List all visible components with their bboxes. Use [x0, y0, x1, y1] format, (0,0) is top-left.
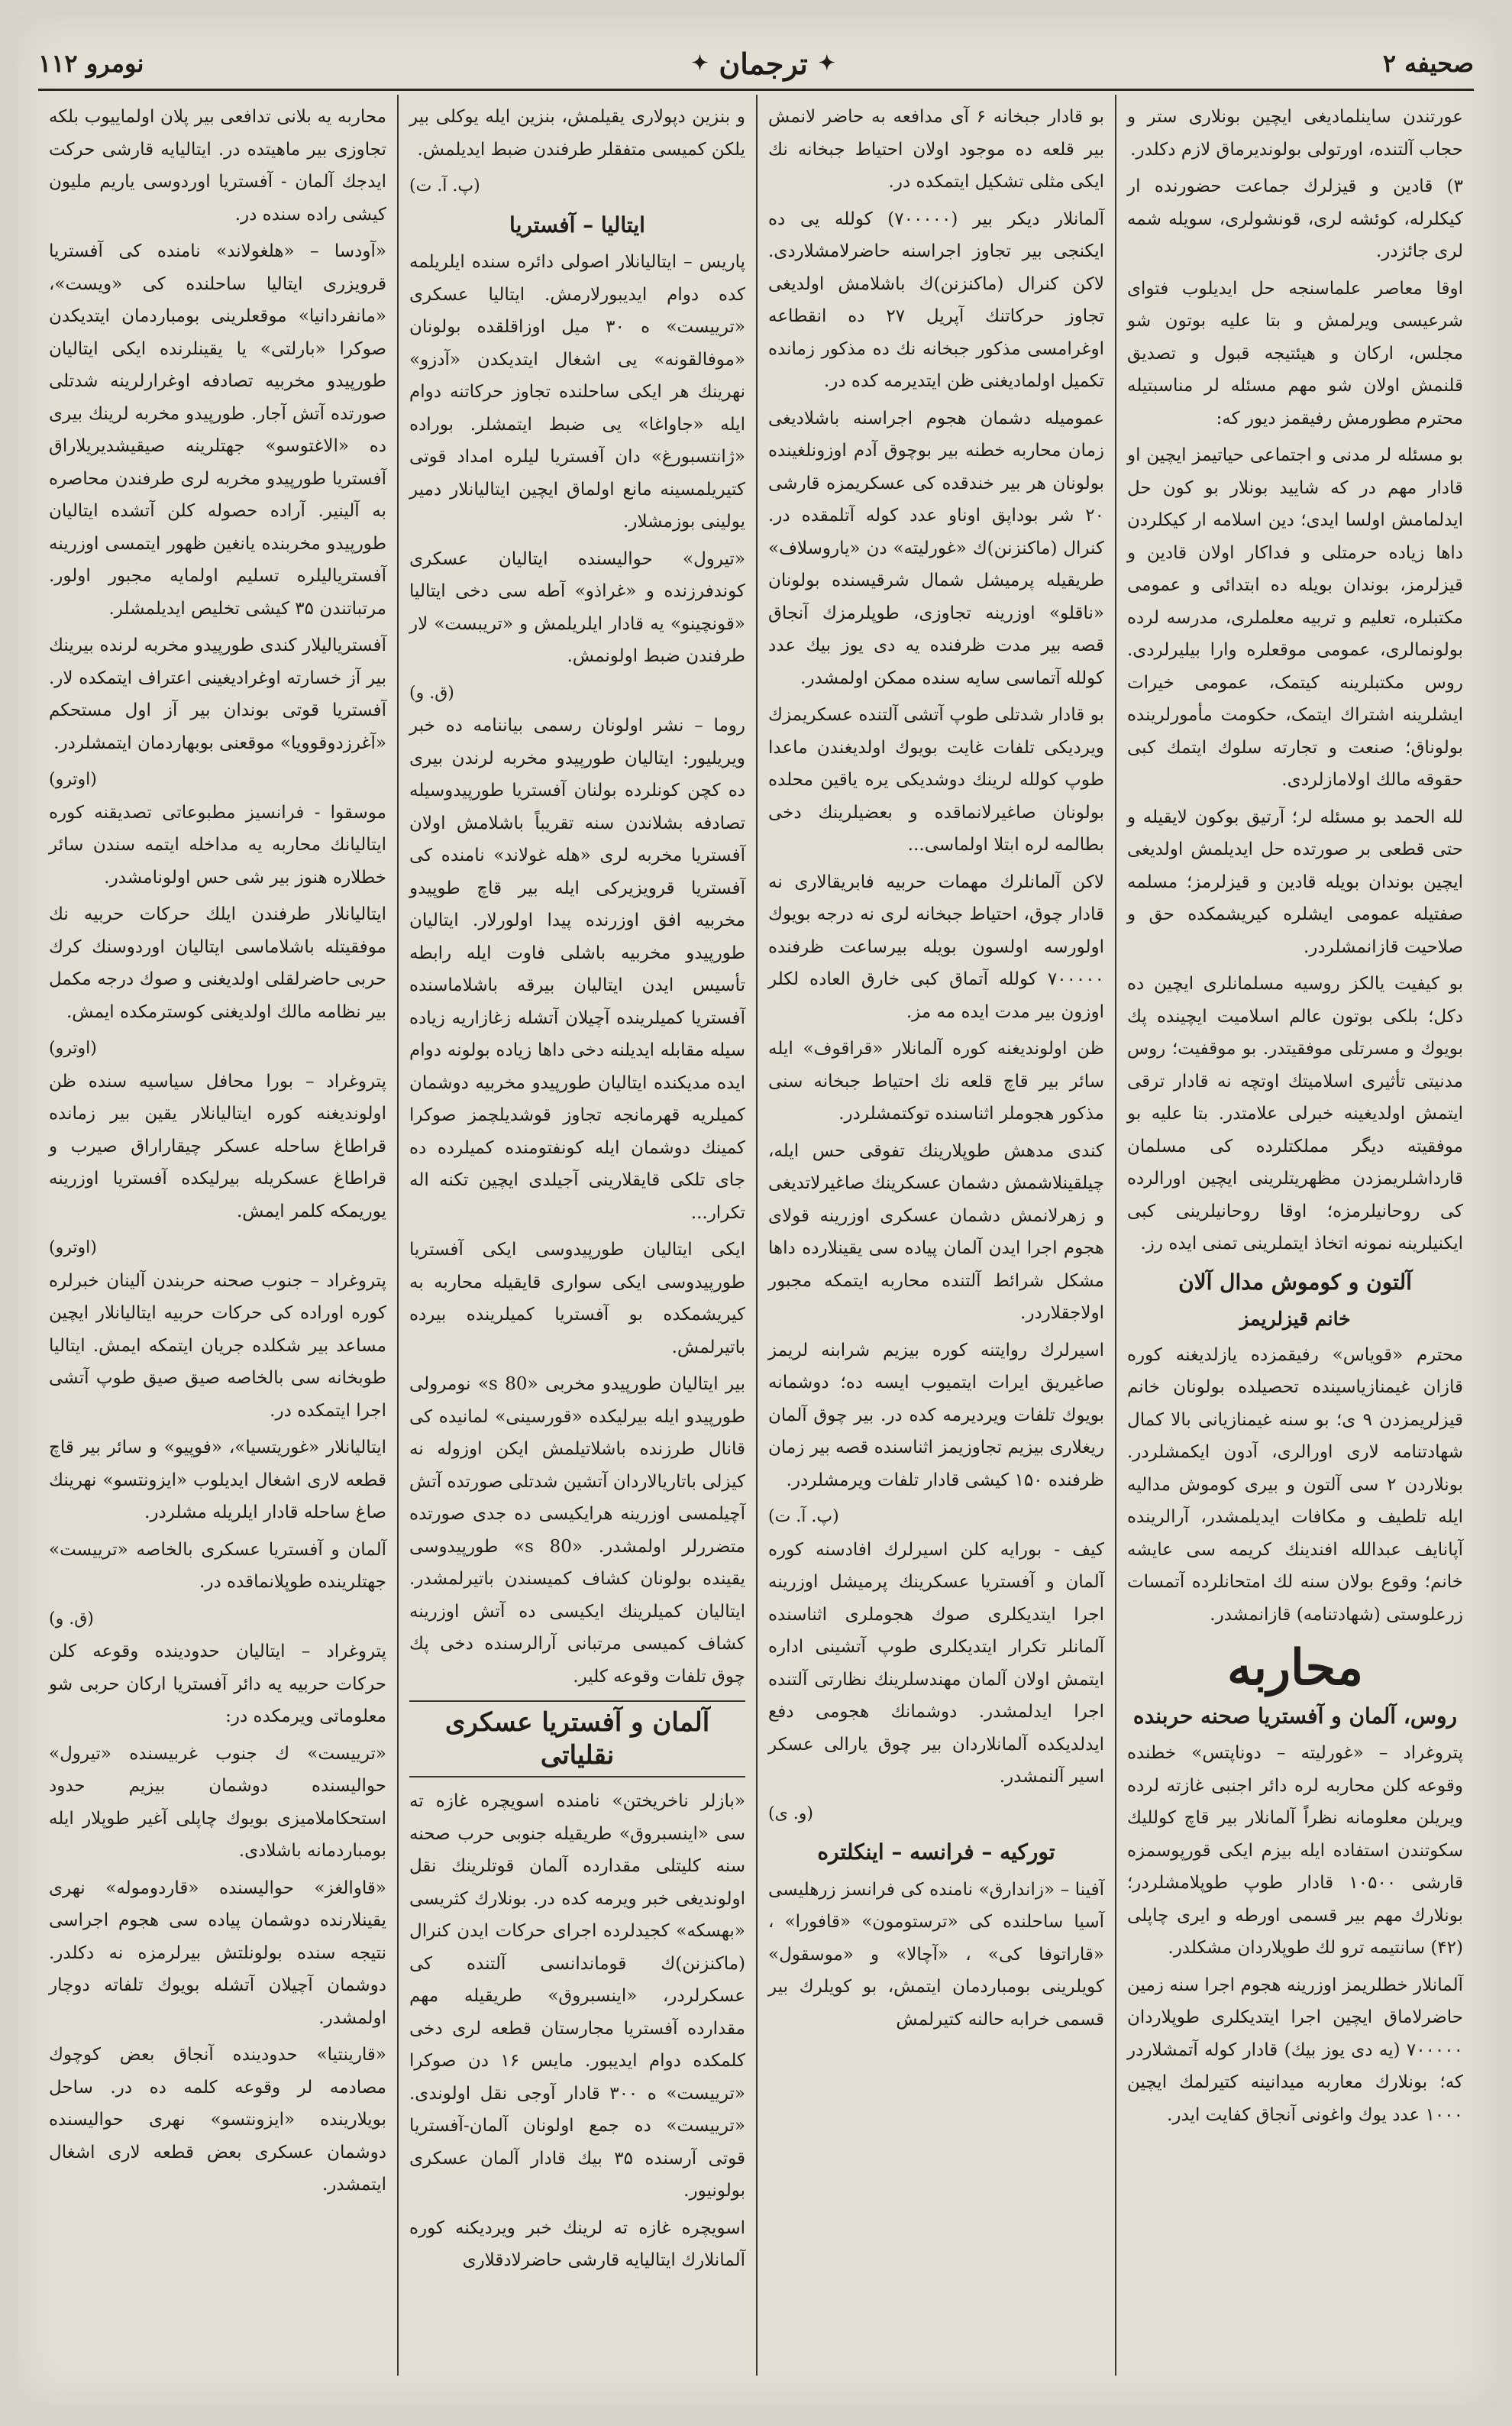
- ornament-icon: ✦: [691, 52, 709, 75]
- paragraph: «ترییست» ك جنوب غربیسنده «تیرول» حوالیسنده دوشمان بیزیم حدود استحکاملامیزی بویوك چاپلی آغیر طوپلار ایله بومباردمانه باشلادی.: [49, 1743, 386, 1861]
- paragraph: پتروغراد – بورا محافل سیاسیه سنده ظن اولوندیغنه کوره ایتالیانلار یقین بیر زمانده قراطاغ ساحله عسکر چیقاراراق صیرب و قراطاغ عسکریله بیرلیکده آفستریا اوزرینه یوریمکه کلمر ایمش.: [49, 1071, 386, 1221]
- paragraph: روما – نشر اولونان رسمی بیاننامه ده خبر ویریلیور: ایتالیان طورپیدو مخربه لرندن بیری ده کچن کونلرده بولنان آفستریا طورپیدوسیله تصادفه بشلاندن سنه تقریباً باشلامش اولان آفستریا مخربه لری «هله غولاند» نامنده کی آفستریا قرویزیرکی ایله بیر قاچ طوپیدو مخربیه افق اوزرنده پیدا اولورلار. ایتالیان طورپیدو مخربیه باشلی فاوت ایله رابطه تأسیس ایدن ایتالیان بیرقه باشلاماسنده آفستریا کمیلرینده آچیلان آتشله زغازاریه زیاده سیله مقابله ایدیلنه دخی داها زیاده بولونه دوام ایده مدیکنده ایتالیان طورپیدو مخربیه دوشمان کمیلریه قهرمانجه تجاوز قوشدیلچمز صوکرا کمینك دوشمان ایله کونفتومنده کمیلرده ده جای تلکی قایقلارینی آجیلدی ایچین تکنه اله تکرار...: [409, 716, 745, 1223]
- paragraph: بو قادار جبخانه ۶ آی مدافعه به حاضر لانمش بیر قلعه ده موجود اولان احتیاط جبخانه نك ایکی مثلی تشکیل ایتمکده در.: [768, 107, 1105, 192]
- paragraph: آفینا – «زاندارق» نامنده کی فرانسز زرهلیسی آسیا ساحلنده کی «ترستومون» «قافورا» ، «قاراتوفا کی» ، «آچالا» و «موسقول» کویلرینی بومباردمان ایتمش، بو کویلرك بیر قسمی خرابه حالنه کتیرلمش: [768, 1879, 1104, 2030]
- masthead: [692, 47, 835, 81]
- paragraph: پتروغراد – ایتالیان حدودینده وقوعه کلن حرکات حربیه یه دائر آفستریا ارکان حربی شو معلوماتی ویرمکده در:: [49, 1642, 386, 1726]
- paragraph: آفستریالیلار کندی طورپیدو مخربه لرنده بیرینك بیر آز خسارته اوغرادیغینی اعتراف ایتمکده لار. آفستریا قوتی بوندان بیر آز اول مستحکم «آغرزدوقوویا» موقعنی بوبهاردمان ایتمشلردر.: [49, 636, 386, 753]
- section-heading: روس، آلمان و آفستریا صحنه حربنده: [1132, 1703, 1458, 1729]
- war-heading: محاربه: [1226, 1639, 1364, 1697]
- paragraph: ۳) قادین و قیزلرك جماعت حضورنده ار كيكلرله، كوئشه لری، قونشولری، سویله شمه لری جائزدر.: [1127, 176, 1463, 261]
- section-heading: ایتالیا – آفستریا: [509, 212, 645, 238]
- article-columns: [38, 95, 1474, 2376]
- paragraph: موسقوا - فرانسیز مطبوعاتی تصدیقنه کوره ایتالیانك محاربه یه مداخله ایتمه سندن سائر خطلاره هنوز بیر شی حس اولونامشدر.: [49, 802, 386, 888]
- paragraph: بیر ایتالیان طورپیدو مخربی «80 s» نومرولی طورپیدو ایله بیرلیکده «قورسینی» لمانیده کی قانال طرزنده باشلاتیلمش ایکن اوزوله نه کیزلی باتاریالاردان آتشین شدتلی صورتده آتش آچیلمسی اوزرینه هرایکیسی ده جدی صورتده متضررلر اولمشدر. «80 s» طورپیدوسی یقینده بولونان کشاف کمیسندن باتیرلمشدر. ایتالیان کمیلرینك ایکیسی ده آتش اوزرینه کشاف کمیسی مرتبانی آرالرسنده دخی پك چوق تلفات وقوعه کلیر.: [409, 1374, 746, 1687]
- page-header: [38, 38, 1474, 91]
- newspaper-page: [15, 15, 1497, 2406]
- column-1: [1115, 95, 1474, 2376]
- column-4: [38, 95, 397, 2376]
- paragraph: «تیرول» حوالیسنده ایتالیان عسکری کوندفرزنده و «غراذو» آطه سی دخی ایتالیا «قونچینو» یه قادار ایلریلمش و «تریبست» لار طرفندن ضبط اولونمش.: [409, 548, 745, 666]
- paragraph: لله الحمد بو مسئله لر؛ آرتیق بوکون لایقیله و حتی قطعی بر صورتده حل ایدیلمش اولدیغی ایچین بوندان بویله قادین و قیزلرمز؛ مسلمه صفتیله عمومی ایشلره کیریشمكده حق و صلاحیت قازانمشلردر.: [1127, 807, 1463, 957]
- paragraph: آلمانلار دیکر بیر (۷۰۰۰۰۰) کولله یی ده ایکنجی بیر تجاوز اجراسنه حاضرلامشلاردی. لاکن کنرال (ماکنزنن)ك باشلامش اولدیغی تجاوز حرکاتنك آپریل ۲۷ ده انقطاعه اوغرامسی مذکور جبخانه نك ده مذکور زمانده تکمیل اولمادیغنی ظن ایتدیرمه کده در.: [768, 209, 1104, 391]
- section-heading: آلمان و آفستریا عسکری نقلیاتی: [409, 1700, 745, 1777]
- paragraph: «آودسا – «هلغولاند» نامنده کی آفستریا قرویزری ایتالیا ساحلنده کی «ویست»، «مانفردانیا» موقعلرینی بومباردمان ایتدیکدن صوکرا «بارلتی» یا یقینلرنده ایکی ایتالیان طورپیدو مخربیه تصادفه اوغرارلرینه شدتلی صورتده آتش آجار. طورپیدو مخربه لرینك بیری ده «الاغتوسو» جهتلرینه صیقیشدیریلاراق آفستریا طورپیدو مخربه لری طرفندن محاصره به آلینیر. آراده حصوله کلن آتشده ایتالیان طورپیدو مخربنده یانغین ظهور ایتمسی اوزرینه آفستریالیلره تسلیم اولمایه مجبور اولور. مرتباتندن ۳۵ کیشی تخلیص ایدیلمشلر.: [49, 241, 386, 619]
- paragraph: پاریس – ایتالیانلار اصولی دائره سنده ایلریلمه کده دوام ایدیبورلارمش. ایتالیا عسکری «ترییست» ه ۳۰ میل اوزاقلقده بولونان «موفالقونه» یی اشغال ایتدیکدن «آدزو» نهرینك هر ایکی ساحلنده تجاوز حرکاتنه دوام ایله «جاواغا» یی ضبط ایتمشلر. بوراده «ژانتسبورغ» دان آفستریا لیلره امداد قوتی کتیریلمسینه مانع اولماق ایچین ایتالیانلار دمیر یولینی بوزمشلار.: [409, 252, 745, 532]
- page-number: صحیفه ۲: [1382, 49, 1474, 78]
- paragraph: لاکن آلمانلرك مهمات حربیه فابریقالاری نه قادار چوق، احتیاط جبخانه لری نه درجه بویوك اولورسه اولسون بویله بیرساعت ظرفنده ۷۰۰۰۰۰ کولله آتماق کبی خارق العاده لکلر اوزون بیر مدت ایده مه مز.: [768, 872, 1104, 1022]
- paragraph: کندی مدهش طوپلارینك تفوقی حس ایله، چیلقینلاشمش دشمان عسکرینك صاغیرلاتدیغی و زهرلانمش دشمان عسکری اوزرینه قولای هجوم اجرا ایدن آلمان پیاده سی یقینلارده داها مشکل شرائط آلتنده محاربه ایتمکه مجبور اولاجقلاردر.: [768, 1140, 1104, 1323]
- paragraph: محاربه یه بلانی تدافعی بیر پلان اولماییوب بلکه تجاوزی بیر ماهیتده در. ایتالیایه قارشی حرکت ایدجك آلمان - آفستریا اوردوسی یاریم ملیون کیشی راده سنده در.: [49, 107, 386, 225]
- paragraph: اسیرلرك روایتنه کوره بیزیم شرابنه لریمز صاغیریق ایرات ایتمیوب ایسه ده؛ دوشمانه بویوك تلفات ویردیرمه کده در. بیر چوق آلمان ریغلاری بیزیم تجاوزیمز اثناسنده قصه بیر زمان ظرفنده ۱۵۰ کیشی قادار تلفات ویرمشلردر.: [768, 1340, 1104, 1490]
- issue-number: نومرو ۱۱۲: [38, 49, 144, 78]
- paragraph: بو قادار شدتلی طوپ آتشی آلتنده عسکریمزك ویردیکی تلفات غایت بویوك اولدیغندن ماعدا طوپ کولله لرینك دوشدیکی یره یاقین محلده بولونان صاغیرلانماقده و بعضیلرینك دخی بطالمه لره ابتلا اولماسی...: [768, 705, 1104, 855]
- paragraph: ایتالیانلار «غوریتسیا»، «فوپیو» و سائر بیر قاچ قطعه لاری اشغال ایدیلوب «ایزونتسو» نهرینك صاغ ساحله قادار ایلریله مشلردر.: [49, 1438, 386, 1522]
- source-signature: (اوترو): [49, 1039, 97, 1058]
- source-signature: (اوترو): [49, 770, 97, 789]
- paragraph: ایکی ایتالیان طورپیدوسی ایکی آفستریا طورپیدوسی ایکی سواری قایقیله محاربه به کیریشمکده بو آفستریا کمیلرینده بیرده باتیرلمش.: [409, 1240, 745, 1357]
- paragraph: ایتالیانلار طرفندن ایلك حرکات حربیه نك موفقیتله باشلاماسی ایتالیان اوردوسنك کرك حربی حاضرلقلی اولدیغنی و صوك درجه مکمل بیر نظامه مالك اولدیغنی کوسترمکده ایمش.: [49, 904, 386, 1022]
- paragraph: و بنزین دپولاری یقیلمش، بنزین ایله یوکلی بیر یلکن کمیسی متفقلر طرفندن ضبط ایدیلمش.: [409, 107, 745, 160]
- section-heading: تورکیه – فرانسه – اینکلتره: [817, 1839, 1055, 1865]
- paragraph: پتروغراد – «غورلیته – دوناپتس» خطنده وقوعه كلن محاربه لره دائر اجنبی غازته لرده ویریلن معلومانه نظراً آلمانلار بیر قاچ کوللیك سکوتندن استفاده ایله بیزم ایکی قورپوسمزه قارشی ۱۰۵۰۰ قادار طوپ طوپلامشلردر؛ بونلارك مهم بیر قسمی اورطه و ایری چاپلی (۴۲) سانتیمه ترو لك طوپلاردان مشکلدر.: [1127, 1743, 1463, 1958]
- source-signature: (ق. و): [49, 1609, 94, 1629]
- ornament-icon: ✦: [818, 52, 835, 75]
- source-signature: (اوترو): [49, 1238, 97, 1257]
- paragraph: بو مسئله لر مدنی و اجتماعی حیاتیمز ایچین او قادار مهم در که شایید بونلار بو کون حل ایدلمامش اولسا ایدی؛ دین اسلامه ار کیکلردن داها زیاده حرمتلی و فداکار اولان قادین و قیزلرمز، بوندان بویله ده ابتدائی و عمومی مکتبلره، تعلیم و تربیه معلملری، مدرسه لرده بولونمالری، عمومی موقعلره وارا بیلیرلردی. روس مکتبلرینه کیتمک، عمومی خیرات ایشلرینه اشتراك ایتمک، حکومت مأمورلرینده بولوناق؛ صنعت و تجارته سلوك ایتمك کبی حقوقه مالك اولامازلردی.: [1127, 445, 1463, 790]
- source-signature: (ق. و): [409, 683, 454, 703]
- section-subheading: خانم قیزلریمز: [1239, 1308, 1351, 1330]
- paragraph: پتروغراد – جنوب صحنه حربندن آلینان خبرلره کوره اوراده کی حرکات حربیه ایتالیانلار ایچین مساعد بیر شکلده جریان ایتمکه ایمش. ایتالیا طوبخانه سی بالخاصه صیق صیق طوپ آتشی اجرا ایتمکده در.: [49, 1270, 386, 1421]
- paragraph: کیف - بورایه کلن اسیرلرك افادسنه کوره آلمان و آفستریا عسکرینك پرمیشل اوزرینه اجرا ایتدیکلری صوك هجوملری اثناسنده آلمانلر تکرار ایتدیکلری طوپ آتشینی اداره ایتمش اولان آلمان مهندسلرینك نظارتی آلتنده اجرا ایدلمشدر. دوشمانك هجومی دفع ایدلدیکده آلمانلاردان بیر چوق یارالی عسکر اسیر آلنمشدر.: [768, 1539, 1104, 1787]
- source-signature: (و. ی): [768, 1803, 813, 1823]
- paragraph: اسویچره غازه ته لرینك خبر ویردیکنه کوره آلمانلارك ایتالیایه قارشی حاضرلادقلاری: [409, 2217, 745, 2270]
- section-heading: آلتون و کوموش مدال آلان: [1178, 1269, 1412, 1295]
- paragraph: آلمان و آفستریا عسکری بالخاصه «ترییست» جهتلرینده طوپلانماقده در.: [49, 1539, 386, 1592]
- paragraph: عمومیله دشمان هجوم اجراسنه باشلادیغی زمان محاربه خطنه بیر بوچوق آدم اوزونلغینده بولونان هر بیر خندقده کی عسکریمزه قارشی ۲۰ شر بوداپق اوناو عدد کوله آتلمقده در. کنرال (ماکنزنن)ك «غورلیته» دن «یاروسلاف» طریقیله پرمیشل شمال شرقیسنده بولونان «ناقلو» اوزرینه تجاوزی، طوپلرمزك آنجاق قصه بیر مدت ظرفنده یه دی یوز بیك عدد کولله آتماسی سایه سنده ممکن اولمشدر.: [768, 408, 1104, 688]
- column-3: [397, 95, 756, 2376]
- paragraph: بو کیفیت یالکز روسیه مسلمانلری ایچین ده دکل؛ بلکی بوتون عالم اسلامیت ایچینده پك بویوك و مسرتلی موفقیتدر. بو موقفیت؛ روس مدنیتی تأثیری اسلامیتك اوتچه نه قادار ترقی ایتمش اولدیغینه خبرلی علامتدر. بتا علیه بو موفقیته دیگر مملکتلرده کی مسلمان قارداشلریمزدن مظهریتلرینی ایچین اورالرده کی روحانیلرمزه؛ اوقا روحانیلرینی کبی ایکنیلرینه نمونه اتخاذ ایتملرینی تمنی ایده رز.: [1127, 974, 1463, 1253]
- paragraph: آلمانلار خطلریمز اوزرینه هجوم اجرا سنه زمین حاضرلاماق ایچین اجرا ایتدیکلری طوپلاردان ۷۰۰۰۰۰ (یه دی یوز بیك) قادار کوله آتمشلاردر که؛ بونلارك معاربه میدانینه کتیرلمك ایچین ۱۰۰۰ عدد یوك واغونی آنجاق کفایت ایدر.: [1127, 1975, 1463, 2125]
- newspaper-title: ترجمان: [719, 46, 808, 81]
- column-2: [756, 95, 1115, 2376]
- paragraph: ظن اولوندیغنه کوره آلمانلار «قراقوف» ایله سائر بیر قاچ قلعه نك احتیاط جبخانه سنی مذکور هجوملر اثناسنده توکتمشلردر.: [768, 1039, 1104, 1124]
- paragraph: «بازلر ناخریختن» نامنده اسویچره غازه ته سی «اینسبروق» طریقیله جنوبی حرب صحنه سنه کلیتلی مقدارده آلمان قوتلرینك نقل اولوندیغی خبر ویرمه کده در. بونلارك کثریسی «بهسکه» کجیدلرده اجرای حرکات ایدن کنرال (ماکنزنن)ك قوماندانسی آلتنده کی عسکرلردر، «اینسبروق» طریقیله مهم مقدارده آفستریا مجارستان قطعه لری دخی کلمکده دوام ایدیبور. مایس ۱۶ دن صوکرا «ترییست» ه ۳۰۰ قادار آوجی نقل اولوندی. «ترییست» ده جمع اولونان آلمان-آفستریا قوتی آرسنده ۳۵ بیك قادار آلمان عسکری بولونیور.: [409, 1791, 745, 2201]
- paragraph: محترم «قویاس» رفیقمزده یازلدیغنه کوره قازان غیمنازیاسینده تحصیلده بولونان خانم قیزلریمزدن ۹ ی؛ بو سنه غیمنازیانی بالا کمال شهادتنامه لاری اورالری، آدون ایکمشلردر. بونلاردن ۲ سی آلتون و بیری کوموش مدالیه ایله تلطیف و مکافات ایدیلمشدر، آرالرینده آپانایف عبدالله افندینك کریمه سی عایشه خانم؛ وقوع بولان سنه لك امتحانلرده آتمسات زرعلوستی (شهادتنامه) قازانمشدر.: [1127, 1344, 1463, 1625]
- paragraph: «قارینتیا» حدودینده آنجاق بعض کوچوك مصادمه لر وقوعه کلمه ده در. ساحل بویلارینده «ایزونتسو» نهری حوالیسنده دوشمان عسکری بعض قطعه لاری اشغال ایتمشدر.: [49, 2045, 386, 2195]
- paragraph: اوقا معاصر علماسنجه حل ایدیلوب فتوای شرعیسی ویرلمش و بتا علیه بوتون شو مجلس، ارکان و هیئتیجه قبول و تصدیق قلنمش اولان شو مهم مسئله لر مناسبتیله محترم مطورمش رفیقمز دیور که:: [1127, 278, 1463, 429]
- source-signature: (پ. آ. ت): [768, 1507, 839, 1526]
- source-signature: (پ. آ. ت): [409, 176, 480, 196]
- paragraph: «قاوالغز» حوالیسنده «قاردوموله» نهری یقینلارنده دوشمان پیاده سی هجوم اجراسی نتیجه سنده بولونلتش بیرلرمزه نه دکلدر. دوشمان آچیلان آتشله بویوك تلفاته دوچار اولمشدر.: [49, 1878, 386, 2028]
- paragraph: عورتندن ساینلماديغی ایچین بونلاری ستر و حجاب آلتنده، اورتولی بولوندیرماق لازم دکلدر.: [1127, 107, 1463, 160]
